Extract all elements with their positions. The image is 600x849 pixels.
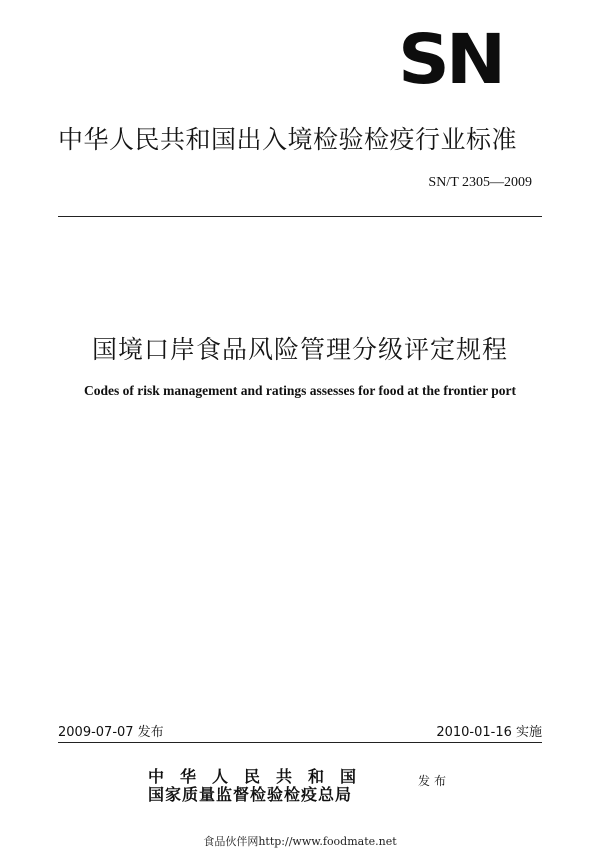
document-title-zh: 国境口岸食品风险管理分级评定规程 [91, 335, 508, 364]
watermark: 食品伙伴网http://www.foodmate.net [203, 835, 397, 848]
issue-date: 2009-07-07 发布 [58, 725, 164, 740]
implementation-date: 2010-01-16 实施 [436, 725, 542, 740]
footer-divider [58, 742, 542, 743]
standard-number: SN/T 2305—2009 [428, 175, 532, 190]
issuer-agency: 国家质量监督检验检疫总局 [148, 785, 353, 804]
issuer-country: 中华人民共和国 [148, 767, 373, 786]
standard-category-title: 中华人民共和国出入境检验检疫行业标准 [58, 125, 518, 154]
sn-logo: SN [398, 19, 503, 100]
document-title-en: Codes of risk management and ratings assesses for food at the frontier port [84, 383, 516, 398]
header-divider [58, 216, 542, 217]
issue-verb: 发布 [418, 774, 451, 788]
